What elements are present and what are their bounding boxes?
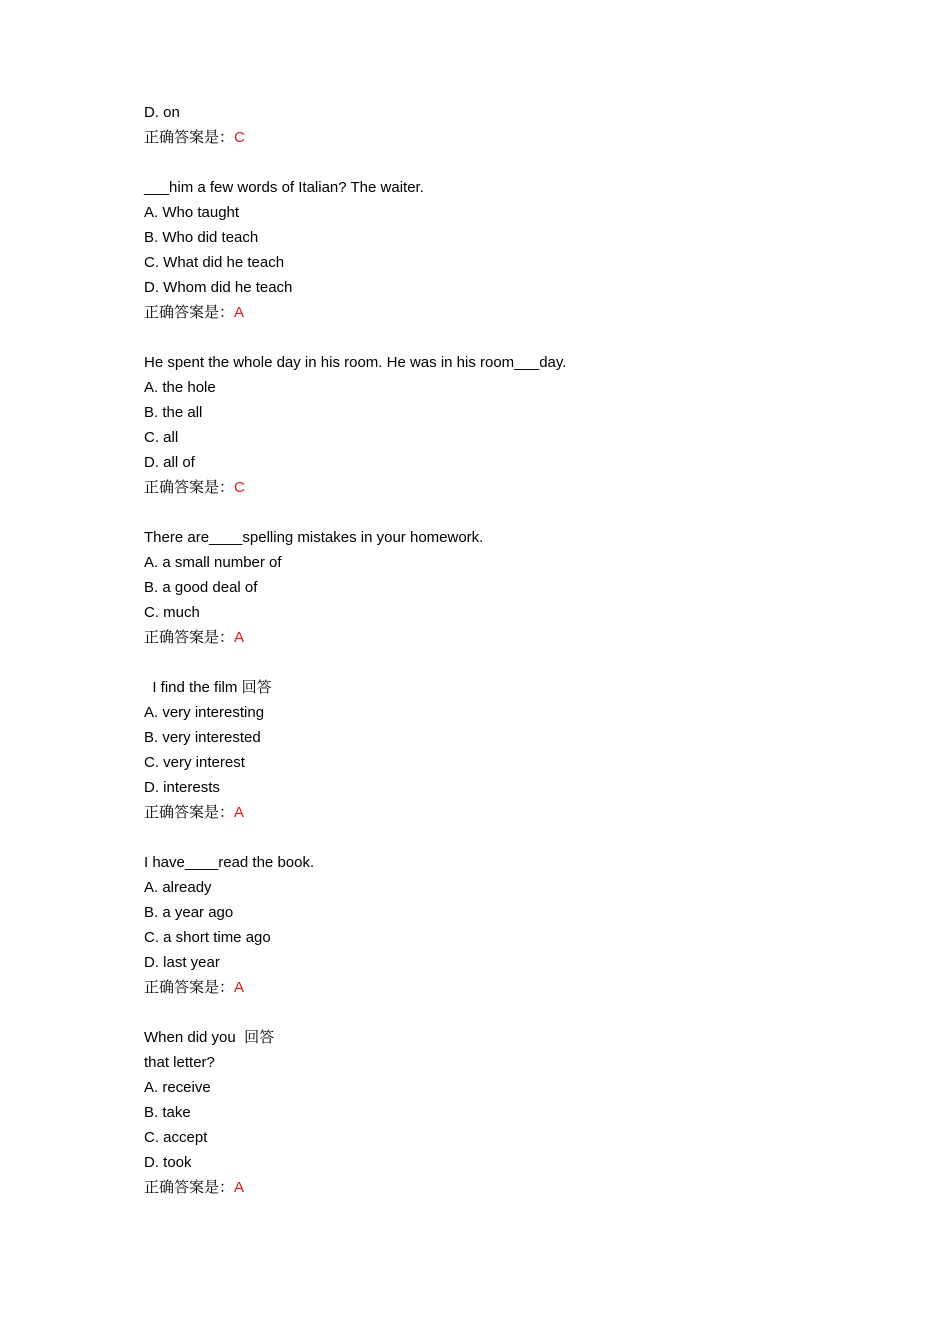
option-a: A. very interesting (144, 704, 265, 721)
option-c: C. very interest (144, 754, 245, 771)
option-a: A. Who taught (144, 204, 240, 221)
option-b: B. Who did teach (144, 229, 259, 246)
correct-answer (144, 475, 844, 500)
question-block-0 (144, 100, 844, 150)
question-block-1 (144, 175, 844, 325)
option-c: C. all (144, 429, 179, 446)
question-tag: 回答 (241, 678, 272, 696)
correct-answer (144, 800, 844, 825)
answer-value: A (234, 1179, 245, 1196)
option-a: A. the hole (144, 379, 216, 396)
answer-value: A (234, 629, 245, 646)
option-b: B. very interested (144, 729, 261, 746)
question-text-continued: that letter? (144, 1054, 215, 1071)
option-d: D. last year (144, 954, 220, 971)
option-c: C. much (144, 604, 200, 621)
answer-label: 正确答案是： (144, 128, 235, 146)
answer-label: 正确答案是： (144, 303, 235, 321)
option-b: B. a year ago (144, 904, 234, 921)
answer-value: C (234, 129, 245, 146)
question-text (144, 1025, 844, 1050)
option-d: D. on (144, 104, 180, 121)
option-b: B. take (144, 1104, 191, 1121)
question-text: I have____read the book. (144, 854, 315, 871)
question-text-main: I find the film (152, 679, 238, 696)
question-text-main: When did you (144, 1029, 236, 1046)
document-page (144, 100, 844, 1200)
answer-label: 正确答案是： (144, 803, 235, 821)
question-text: There are____spelling mistakes in your homework. (144, 529, 484, 546)
question-text (144, 675, 844, 700)
answer-label: 正确答案是： (144, 478, 235, 496)
answer-value: A (234, 304, 245, 321)
option-d: D. all of (144, 454, 195, 471)
question-text: ___him a few words of Italian? The waiter. (144, 179, 424, 196)
answer-value: A (234, 979, 245, 996)
option-d: D. Whom did he teach (144, 279, 293, 296)
correct-answer (144, 975, 844, 1000)
question-tag: 回答 (244, 1028, 275, 1046)
option-b: B. the all (144, 404, 203, 421)
option-a: A. a small number of (144, 554, 282, 571)
option-c: C. accept (144, 1129, 208, 1146)
question-text: He spent the whole day in his room. He was in his room___day. (144, 354, 567, 371)
answer-label: 正确答案是： (144, 978, 235, 996)
answer-label: 正确答案是： (144, 1178, 235, 1196)
option-a: A. already (144, 879, 212, 896)
option-d: D. took (144, 1154, 192, 1171)
correct-answer (144, 1175, 844, 1200)
question-block-6 (144, 1025, 844, 1200)
option-b: B. a good deal of (144, 579, 258, 596)
correct-answer (144, 625, 844, 650)
question-block-5 (144, 850, 844, 1000)
option-a: A. receive (144, 1079, 211, 1096)
option-c: C. What did he teach (144, 254, 285, 271)
answer-label: 正确答案是： (144, 628, 235, 646)
correct-answer (144, 125, 844, 150)
answer-value: C (234, 479, 245, 496)
answer-value: A (234, 804, 245, 821)
question-block-4 (144, 675, 844, 825)
correct-answer (144, 300, 844, 325)
question-block-3 (144, 525, 844, 650)
option-d: D. interests (144, 779, 220, 796)
option-c: C. a short time ago (144, 929, 271, 946)
question-block-2 (144, 350, 844, 500)
